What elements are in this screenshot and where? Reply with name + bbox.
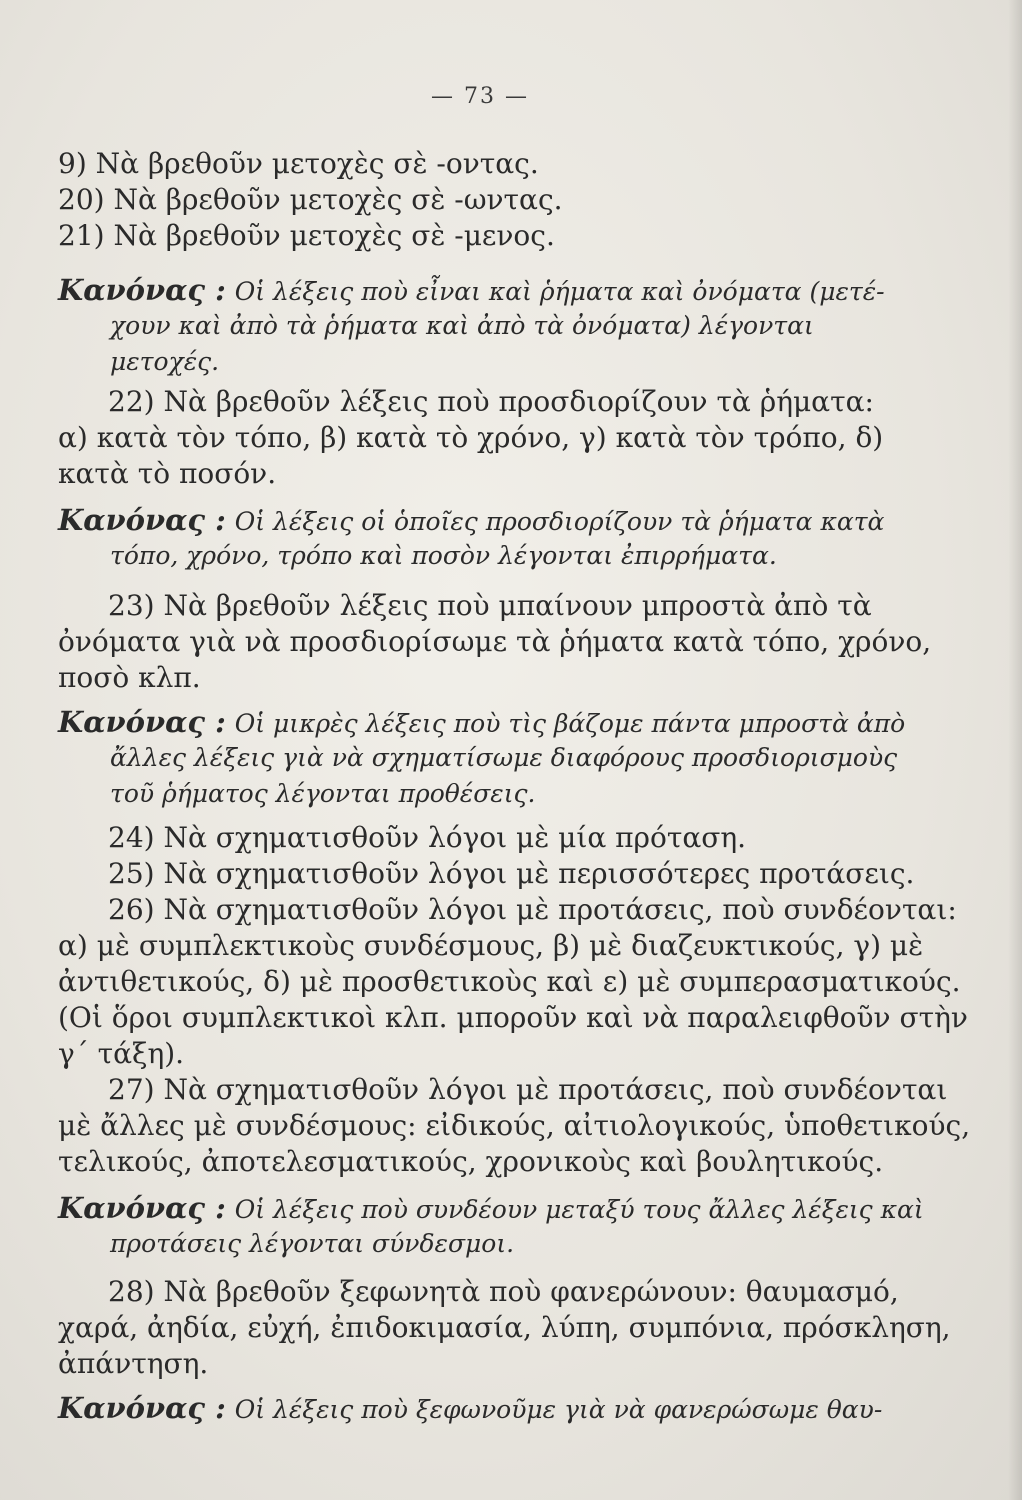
exercise-28-line: χαρά, ἀηδία, εὐχή, ἐπιδοκιμασία, λύπη, συμπόνια, πρόσκληση, [58, 1311, 951, 1344]
exercise-19: 9) Νὰ βρεθοῦν μετοχὲς σὲ -οντας. [58, 147, 539, 180]
rule-label: Κανόνας : [58, 1191, 226, 1225]
rule-label: Κανόνας : [58, 273, 226, 307]
exercise-21: 21) Νὰ βρεθοῦν μετοχὲς σὲ -μενος. [58, 219, 555, 252]
rule-prepositions [58, 704, 905, 742]
exercise-26-line: (Οἱ ὅροι συμπλεκτικοὶ κλπ. μποροῦν καὶ νὰ παραλειφθοῦν στὴν [58, 1001, 968, 1034]
exercise-26-line: γ΄ τάξη). [58, 1037, 185, 1070]
exercise-26-line: α) μὲ συμπλεκτικοὺς συνδέσμους, β) μὲ διαζευκτικούς, γ) μὲ [58, 929, 924, 962]
rule-label: Κανόνας : [58, 705, 226, 739]
exercise-28-line: ἀπάντηση. [58, 1347, 209, 1380]
exercise-22-line: κατὰ τὸ ποσόν. [58, 457, 277, 490]
exercise-22: 22) Νὰ βρεθοῦν λέξεις ποὺ προσδιορίζουν τὰ ῥήματα: [108, 385, 874, 418]
rule-text-line: προτάσεις λέγονται σύνδεσμοι. [110, 1229, 515, 1258]
rule-adverbs [58, 502, 884, 540]
rule-text: Οἱ λέξεις ποὺ συνδέουν μεταξύ τους ἄλλες λέξεις καὶ [234, 1195, 924, 1224]
exercise-24: 24) Νὰ σχηματισθοῦν λόγοι μὲ μία πρόταση. [108, 821, 747, 854]
exercise-23-line: ποσὸ κλπ. [58, 661, 201, 694]
rule-text-line: χουν καὶ ἀπὸ τὰ ῥήματα καὶ ἀπὸ τὰ ὀνόματα) λέγονται [110, 311, 814, 340]
exercise-27: 27) Νὰ σχηματισθοῦν λόγοι μὲ προτάσεις, ποὺ συνδέονται [108, 1073, 948, 1106]
rule-interjections [58, 1390, 882, 1428]
exercise-26: 26) Νὰ σχηματισθοῦν λόγοι μὲ προτάσεις, ποὺ συνδέονται: [108, 893, 957, 926]
exercise-26-line: ἀντιθετικούς, δ) μὲ προσθετικοὺς καὶ ε) μὲ συμπερασματικούς. [58, 965, 961, 998]
page-number: — 73 — [431, 84, 529, 109]
rule-text-line: ἄλλες λέξεις γιὰ νὰ σχηματίσωμε διαφόρους προσδιορισμοὺς [110, 743, 898, 772]
exercise-20: 20) Νὰ βρεθοῦν μετοχὲς σὲ -ωντας. [58, 183, 563, 216]
page-edge-shadow [1008, 0, 1022, 1500]
exercise-27-line: τελικούς, ἀποτελεσματικούς, χρονικοὺς καὶ βουλητικούς. [58, 1145, 884, 1178]
rule-conjunctions [58, 1190, 924, 1228]
rule-text-line: τοῦ ῥήματος λέγονται προθέσεις. [110, 779, 536, 808]
exercise-23: 23) Νὰ βρεθοῦν λέξεις ποὺ μπαίνουν μπροστὰ ἀπὸ τὰ [108, 589, 872, 622]
exercise-28: 28) Νὰ βρεθοῦν ξεφωνητὰ ποὺ φανερώνουν: θαυμασμό, [108, 1275, 899, 1308]
rule-participles [58, 272, 885, 310]
rule-text: Οἱ λέξεις ποὺ εἶναι καὶ ῥήματα καὶ ὀνόματα (μετέ- [234, 277, 885, 306]
rule-text: Οἱ λέξεις ποὺ ξεφωνοῦμε γιὰ νὰ φανερώσωμε θαυ- [234, 1395, 883, 1424]
exercise-25: 25) Νὰ σχηματισθοῦν λόγοι μὲ περισσότερες προτάσεις. [108, 857, 915, 890]
rule-label: Κανόνας : [58, 503, 226, 537]
rule-text: Οἱ μικρὲς λέξεις ποὺ τὶς βάζομε πάντα μπροστὰ ἀπὸ [234, 709, 906, 738]
rule-text-line: μετοχές. [110, 347, 220, 376]
rule-text-line: τόπο, χρόνο, τρόπο καὶ ποσὸν λέγονται ἐπιρρήματα. [110, 541, 777, 570]
rule-text: Οἱ λέξεις οἱ ὁποῖες προσδιορίζουν τὰ ῥήματα κατὰ [234, 507, 885, 536]
exercise-23-line: ὀνόματα γιὰ νὰ προσδιορίσωμε τὰ ῥήματα κατὰ τόπο, χρόνο, [58, 625, 932, 658]
exercise-27-line: μὲ ἄλλες μὲ συνδέσμους: εἰδικούς, αἰτιολογικούς, ὑποθετικούς, [58, 1109, 971, 1142]
rule-label: Κανόνας : [58, 1391, 226, 1425]
exercise-22-line: α) κατὰ τὸν τόπο, β) κατὰ τὸ χρόνο, γ) κατὰ τὸν τρόπο, δ) [58, 421, 884, 454]
